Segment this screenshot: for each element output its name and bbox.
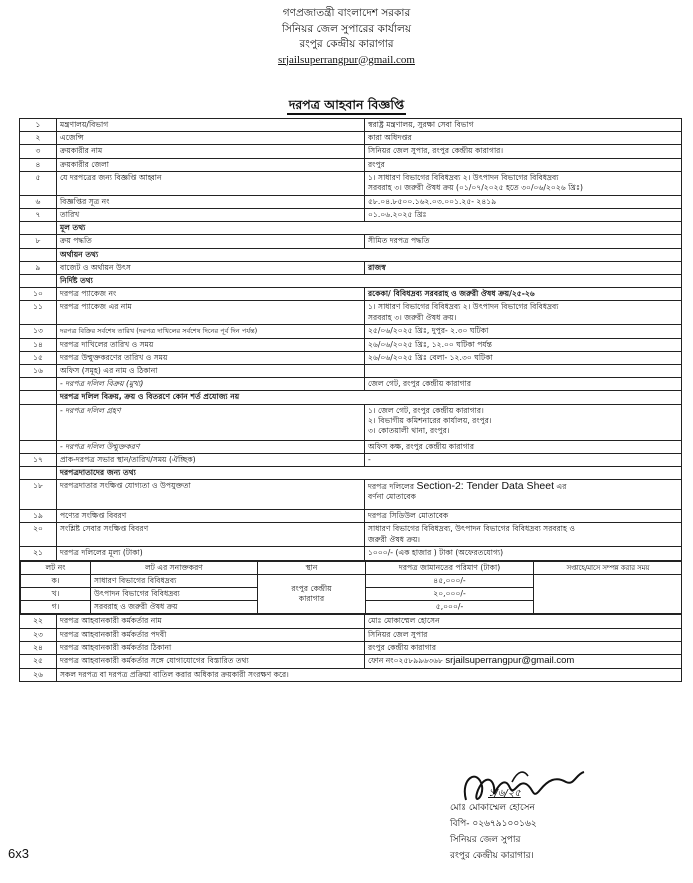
lot-location: রংপুর কেন্দ্রীয় bbox=[291, 583, 332, 593]
table-cell: ২৫/০৬/২০২৫ খ্রিঃ, দুপুর- ২.৩০ ঘটিকা bbox=[365, 325, 682, 338]
table-row bbox=[20, 628, 682, 641]
table-cell: ১৮ bbox=[20, 480, 57, 510]
table-row bbox=[20, 669, 682, 682]
section-heading bbox=[20, 467, 682, 480]
table-cell: প্রাক-দরপত্র সভার স্থান/তারিখ/সময় (ঐচ্ছিক) bbox=[57, 453, 365, 466]
table-cell bbox=[20, 440, 57, 453]
table-cell: ফোন নং০২৫৮৯৯৬৩৬৮ srjailsuperrangpur@gmail.com bbox=[365, 655, 682, 669]
table-cell: ৭ bbox=[20, 209, 57, 222]
table-row bbox=[20, 547, 682, 560]
table-row bbox=[20, 325, 682, 338]
table-cell: ১৫ bbox=[20, 351, 57, 364]
table-row bbox=[20, 615, 682, 628]
table-cell: মোঃ মোকাম্মেল হোসেন bbox=[365, 615, 682, 628]
table-cell: ক্রয়কারীর নাম bbox=[57, 145, 365, 158]
contact-email: srjailsuperrangpur@gmail.com bbox=[445, 655, 575, 667]
table-cell: ১৩ bbox=[20, 325, 57, 338]
table-cell: দরপত্রদাতার সংক্ষিপ্ত যোগ্যতা ও উপযুক্ততা bbox=[57, 480, 365, 510]
table-cell bbox=[20, 467, 57, 480]
section-heading bbox=[20, 248, 682, 261]
table-row bbox=[20, 145, 682, 158]
table-cell: ক্রয় পদ্ধতি bbox=[57, 235, 365, 248]
table-cell: গ। bbox=[21, 601, 91, 614]
signatory-designation: সিনিয়র জেল সুপার bbox=[450, 835, 521, 845]
table-cell: ২০ bbox=[20, 523, 57, 547]
table-cell bbox=[365, 365, 682, 378]
table-cell: দরপত্র আহবানকারী কর্মকর্তার ঠিকানা bbox=[57, 641, 365, 654]
table-cell: দরপত্র দলিলের Section-2: Tender Data Sheet এর বর্ণনা মোতাবেক bbox=[365, 480, 682, 510]
table-row bbox=[20, 338, 682, 351]
table-cell: সিনিয়র জেল সুপার, রংপুর কেন্দ্রীয় কারাগার। bbox=[365, 145, 682, 158]
signature-date: ১/৬/২৫ bbox=[488, 788, 521, 799]
table-row bbox=[20, 404, 682, 440]
table-cell: ২ bbox=[20, 132, 57, 145]
table-cell: সিনিয়র জেল সুপার bbox=[365, 628, 682, 641]
table-cell: ১৯ bbox=[20, 510, 57, 523]
table-cell: দরপত্র দাখিলের তারিখ ও সময় bbox=[57, 338, 365, 351]
table-cell: রংপুর কেন্দ্রীয় কারাগার bbox=[258, 574, 366, 614]
table-row bbox=[20, 132, 682, 145]
table-cell: ১। সাধারণ বিভাগের বিবিধদ্রব্য ২। উৎপাদন বিভাগের বিবিধদ্রব্য সরবরাহ ৩। জরুরী ঔষধ ক্রয়। bbox=[365, 301, 682, 325]
table-cell: ২৩ bbox=[20, 628, 57, 641]
table-cell: ২০,০০০/- bbox=[366, 588, 534, 601]
table-cell: ১০ bbox=[20, 288, 57, 301]
letterhead bbox=[0, 6, 693, 68]
table-cell: দরপত্র আহবানকারী কর্মকর্তার নাম bbox=[57, 615, 365, 628]
table-cell: যে দরপত্রের জন্য বিজ্ঞপ্তি আহ্বান bbox=[57, 171, 365, 195]
table-cell: - bbox=[365, 453, 682, 466]
table-row bbox=[20, 365, 682, 378]
lot-header-row bbox=[21, 561, 682, 574]
table-cell: ৫ bbox=[20, 171, 57, 195]
table-cell: দরপত্র সিডিউল মোতাবেক bbox=[365, 510, 682, 523]
table-cell: লট নং bbox=[21, 561, 91, 574]
table-cell: দরপত্র আহবানকারী কর্মকর্তার সঙ্গে যোগাযোগের বিস্তারিত তথ্য bbox=[57, 655, 365, 669]
table-cell bbox=[20, 248, 57, 261]
table-row bbox=[20, 510, 682, 523]
table-row bbox=[20, 440, 682, 453]
table-cell: ২২ bbox=[20, 615, 57, 628]
lot-table-row bbox=[20, 560, 682, 615]
table-cell: ৯ bbox=[20, 261, 57, 274]
table-cell: ৫৮.০৪.৮৫০০.১৬২.০৩.০০১.২৫- ২৪১৯ bbox=[365, 195, 682, 208]
table-cell: সংশ্লিষ্ট সেবার সংক্ষিপ্ত বিবরণ bbox=[57, 523, 365, 547]
office-name: সিনিয়র জেল সুপারের কার্যালয় bbox=[281, 22, 412, 35]
signatory-block bbox=[450, 800, 537, 864]
table-cell: ২৪ bbox=[20, 641, 57, 654]
table-row bbox=[20, 378, 682, 391]
table-cell: স্বরাষ্ট্র মন্ত্রণালয়, সুরক্ষা সেবা বিভাগ bbox=[365, 119, 682, 132]
table-cell: - দরপত্র দলিল উন্মুক্তকরণ bbox=[57, 440, 365, 453]
table-cell: সাধারণ বিভাগের বিবিধদ্রব্য, উৎপাদন বিভাগের বিবিধদ্রব্য সরবরাহ ও জরুরী ঔষধ ক্রয়। bbox=[365, 523, 682, 547]
table-cell: স্থান bbox=[258, 561, 366, 574]
table-cell: ৪ bbox=[20, 158, 57, 171]
table-cell: ৬ bbox=[20, 195, 57, 208]
table-row bbox=[20, 351, 682, 364]
table-cell bbox=[20, 275, 57, 288]
table-cell: উৎপাদন বিভাগের বিবিধদ্রব্য bbox=[91, 588, 258, 601]
table-cell: দরপত্র প্যাকেজ এর নাম bbox=[57, 301, 365, 325]
table-row bbox=[20, 301, 682, 325]
lot-row bbox=[21, 574, 682, 587]
table-cell bbox=[534, 574, 682, 614]
table-cell: দরপত্রদাতাদের জন্য তথ্য bbox=[57, 467, 682, 480]
table-cell: ২৬/০৬/২০২৫ খ্রিঃ বেলা- ১২.৩০ ঘটিকা bbox=[365, 351, 682, 364]
table-cell: রকেকা/ বিবিধদ্রব্য সরবরাহ ও জরুরী ঔষধ ক্রয়/২৫-২৬ bbox=[365, 288, 682, 301]
table-cell: ১। জেল গেট, রংপুর কেন্দ্রীয় কারাগার। ২। বিভাগীয় কমিশনারের কার্যালয়, রংপুর। ৩। কোতয়ালী থানা, রংপুর। bbox=[365, 404, 682, 440]
table-cell: সীমিত দরপত্র পদ্ধতি bbox=[365, 235, 682, 248]
page-label: 6x3 bbox=[8, 846, 29, 861]
table-cell: অর্থায়ন তথ্য bbox=[57, 248, 682, 261]
table-cell: সকল দরপত্র বা দরপত্র প্রক্রিয়া বাতিল করার অধিকার ক্রয়কারী সংরক্ষণ করে। bbox=[57, 669, 682, 682]
table-cell: দরপত্র আহবানকারী কর্মকর্তার পদবী bbox=[57, 628, 365, 641]
signatory-name: মোঃ মোকাম্মেল হোসেন bbox=[450, 803, 535, 813]
table-row bbox=[20, 158, 682, 171]
table-cell bbox=[20, 222, 57, 235]
section-heading bbox=[20, 275, 682, 288]
lot-table bbox=[20, 561, 682, 615]
notice-title: দরপত্র আহবান বিজ্ঞপ্তি bbox=[0, 94, 693, 117]
table-cell: দরপত্র বিক্রির সর্বশেষ তারিখ (দরপত্র দাখিলের সর্বশেষ দিনের পূর্ব দিন পর্যন্ত) bbox=[57, 325, 365, 338]
table-cell: তারিখ bbox=[57, 209, 365, 222]
office-email[interactable]: srjailsuperrangpur@gmail.com bbox=[278, 53, 415, 66]
table-row bbox=[20, 209, 682, 222]
table-cell: দরপত্র প্যাকেজ নং bbox=[57, 288, 365, 301]
table-row bbox=[20, 288, 682, 301]
table-cell: লট এর সনাক্তকরণ bbox=[91, 561, 258, 574]
table-row bbox=[20, 655, 682, 669]
table-cell: সপ্তাহে/মাসে সম্পন্ন করার সময় bbox=[534, 561, 682, 574]
table-cell: ক্রয়কারীর জেলা bbox=[57, 158, 365, 171]
table-cell: ২৫ bbox=[20, 655, 57, 669]
table-cell: সাধারণ বিভাগের বিবিধদ্রব্য bbox=[91, 574, 258, 587]
table-cell: দরপত্র দলিল বিক্রয়, ক্রয় ও বিতরণে কোন শর্ত প্রযোজ্য নয় bbox=[57, 391, 682, 404]
table-cell: কারা অধিদপ্তর bbox=[365, 132, 682, 145]
table-cell: পণ্যের সংক্ষিপ্ত বিবরণ bbox=[57, 510, 365, 523]
table-cell: ১৬ bbox=[20, 365, 57, 378]
table-cell: মূল তথ্য bbox=[57, 222, 682, 235]
table-cell: সরবরাহ ও জরুরী ঔষধ ক্রয় bbox=[91, 601, 258, 614]
table-cell: অফিস কক্ষ, রংপুর কেন্দ্রীয় কারাগার bbox=[365, 440, 682, 453]
table-row bbox=[20, 195, 682, 208]
table-cell: নির্দিষ্ট তথ্য bbox=[57, 275, 682, 288]
table-cell: ০১.০৬.২০২৫ খ্রিঃ bbox=[365, 209, 682, 222]
table-cell: - দরপত্র দলিল গ্রহণ bbox=[57, 404, 365, 440]
table-row bbox=[20, 641, 682, 654]
table-cell: - দরপত্র দলিল বিক্রয় (মুখ্য) bbox=[57, 378, 365, 391]
table-row bbox=[20, 453, 682, 466]
table-cell: রাজস্ব bbox=[365, 261, 682, 274]
table-row bbox=[20, 261, 682, 274]
table-row bbox=[20, 171, 682, 195]
table-cell: ৩ bbox=[20, 145, 57, 158]
table-cell: অফিস (সমূহ) এর নাম ও ঠিকানা bbox=[57, 365, 365, 378]
table-row bbox=[20, 119, 682, 132]
table-cell: ১ bbox=[20, 119, 57, 132]
table-row bbox=[20, 235, 682, 248]
table-cell: ১৭ bbox=[20, 453, 57, 466]
table-cell bbox=[20, 404, 57, 440]
table-cell: ১০০০/- (এক হাজার ) টাকা (অফেরতযোগ্য) bbox=[365, 547, 682, 560]
table-row bbox=[20, 523, 682, 547]
table-cell: ক। bbox=[21, 574, 91, 587]
table-cell: এজেন্সি bbox=[57, 132, 365, 145]
table-cell: ২১ bbox=[20, 547, 57, 560]
table-cell: ৪৫,০০০/- bbox=[366, 574, 534, 587]
section-heading bbox=[20, 222, 682, 235]
table-cell bbox=[20, 391, 57, 404]
office-location: রংপুর কেন্দ্রীয় কারাগার bbox=[299, 38, 394, 50]
table-cell: মন্ত্রণালয়/বিভাগ bbox=[57, 119, 365, 132]
table-cell: ২৬/০৬/২০২৫ খ্রিঃ, ১২.০০ ঘটিকা পর্যন্ত bbox=[365, 338, 682, 351]
table-cell: ১১ bbox=[20, 301, 57, 325]
table-cell: ১। সাধারণ বিভাগের বিবিধদ্রব্য ২। উৎপাদন বিভাগের বিবিধদ্রব্য সরবরাহ ৩। জরুরী ঔষধ ক্রয় (০১/০৭/২০২৫ হতে ৩০/০৬/২০২৬ খ্রিঃ) bbox=[365, 171, 682, 195]
table-cell: রংপুর কেন্দ্রীয় কারাগার bbox=[365, 641, 682, 654]
table-cell: দরপত্র দলিলের মূল্য (টাকা) bbox=[57, 547, 365, 560]
table-cell: দরপত্র জামানতের পরিমাণ (টাকা) bbox=[366, 561, 534, 574]
table-cell: বাজেট ও অর্থায়ন উৎস bbox=[57, 261, 365, 274]
table-cell bbox=[20, 378, 57, 391]
table-cell: বিজ্ঞপ্তির সূত্র নং bbox=[57, 195, 365, 208]
table-cell bbox=[20, 560, 682, 615]
table-cell: ৮ bbox=[20, 235, 57, 248]
table-cell: দরপত্র উন্মুক্তকরণের তারিখ ও সময় bbox=[57, 351, 365, 364]
table-cell: রংপুর bbox=[365, 158, 682, 171]
table-cell: ২৬ bbox=[20, 669, 57, 682]
section-heading bbox=[20, 391, 682, 404]
table-cell: খ। bbox=[21, 588, 91, 601]
table-cell: ১৪ bbox=[20, 338, 57, 351]
table-cell: জেল গেট, রংপুর কেন্দ্রীয় কারাগার bbox=[365, 378, 682, 391]
tender-table bbox=[19, 118, 682, 682]
signatory-office: রংপুর কেন্দ্রীয় কারাগার। bbox=[450, 851, 534, 861]
table-cell: ৫,০০০/- bbox=[366, 601, 534, 614]
table-row bbox=[20, 480, 682, 510]
signatory-bp: বিপি- ০২৬৭৯১০০১৬২ bbox=[450, 819, 537, 829]
govt-name: গণপ্রজাতন্ত্রী বাংলাদেশ সরকার bbox=[282, 7, 411, 19]
